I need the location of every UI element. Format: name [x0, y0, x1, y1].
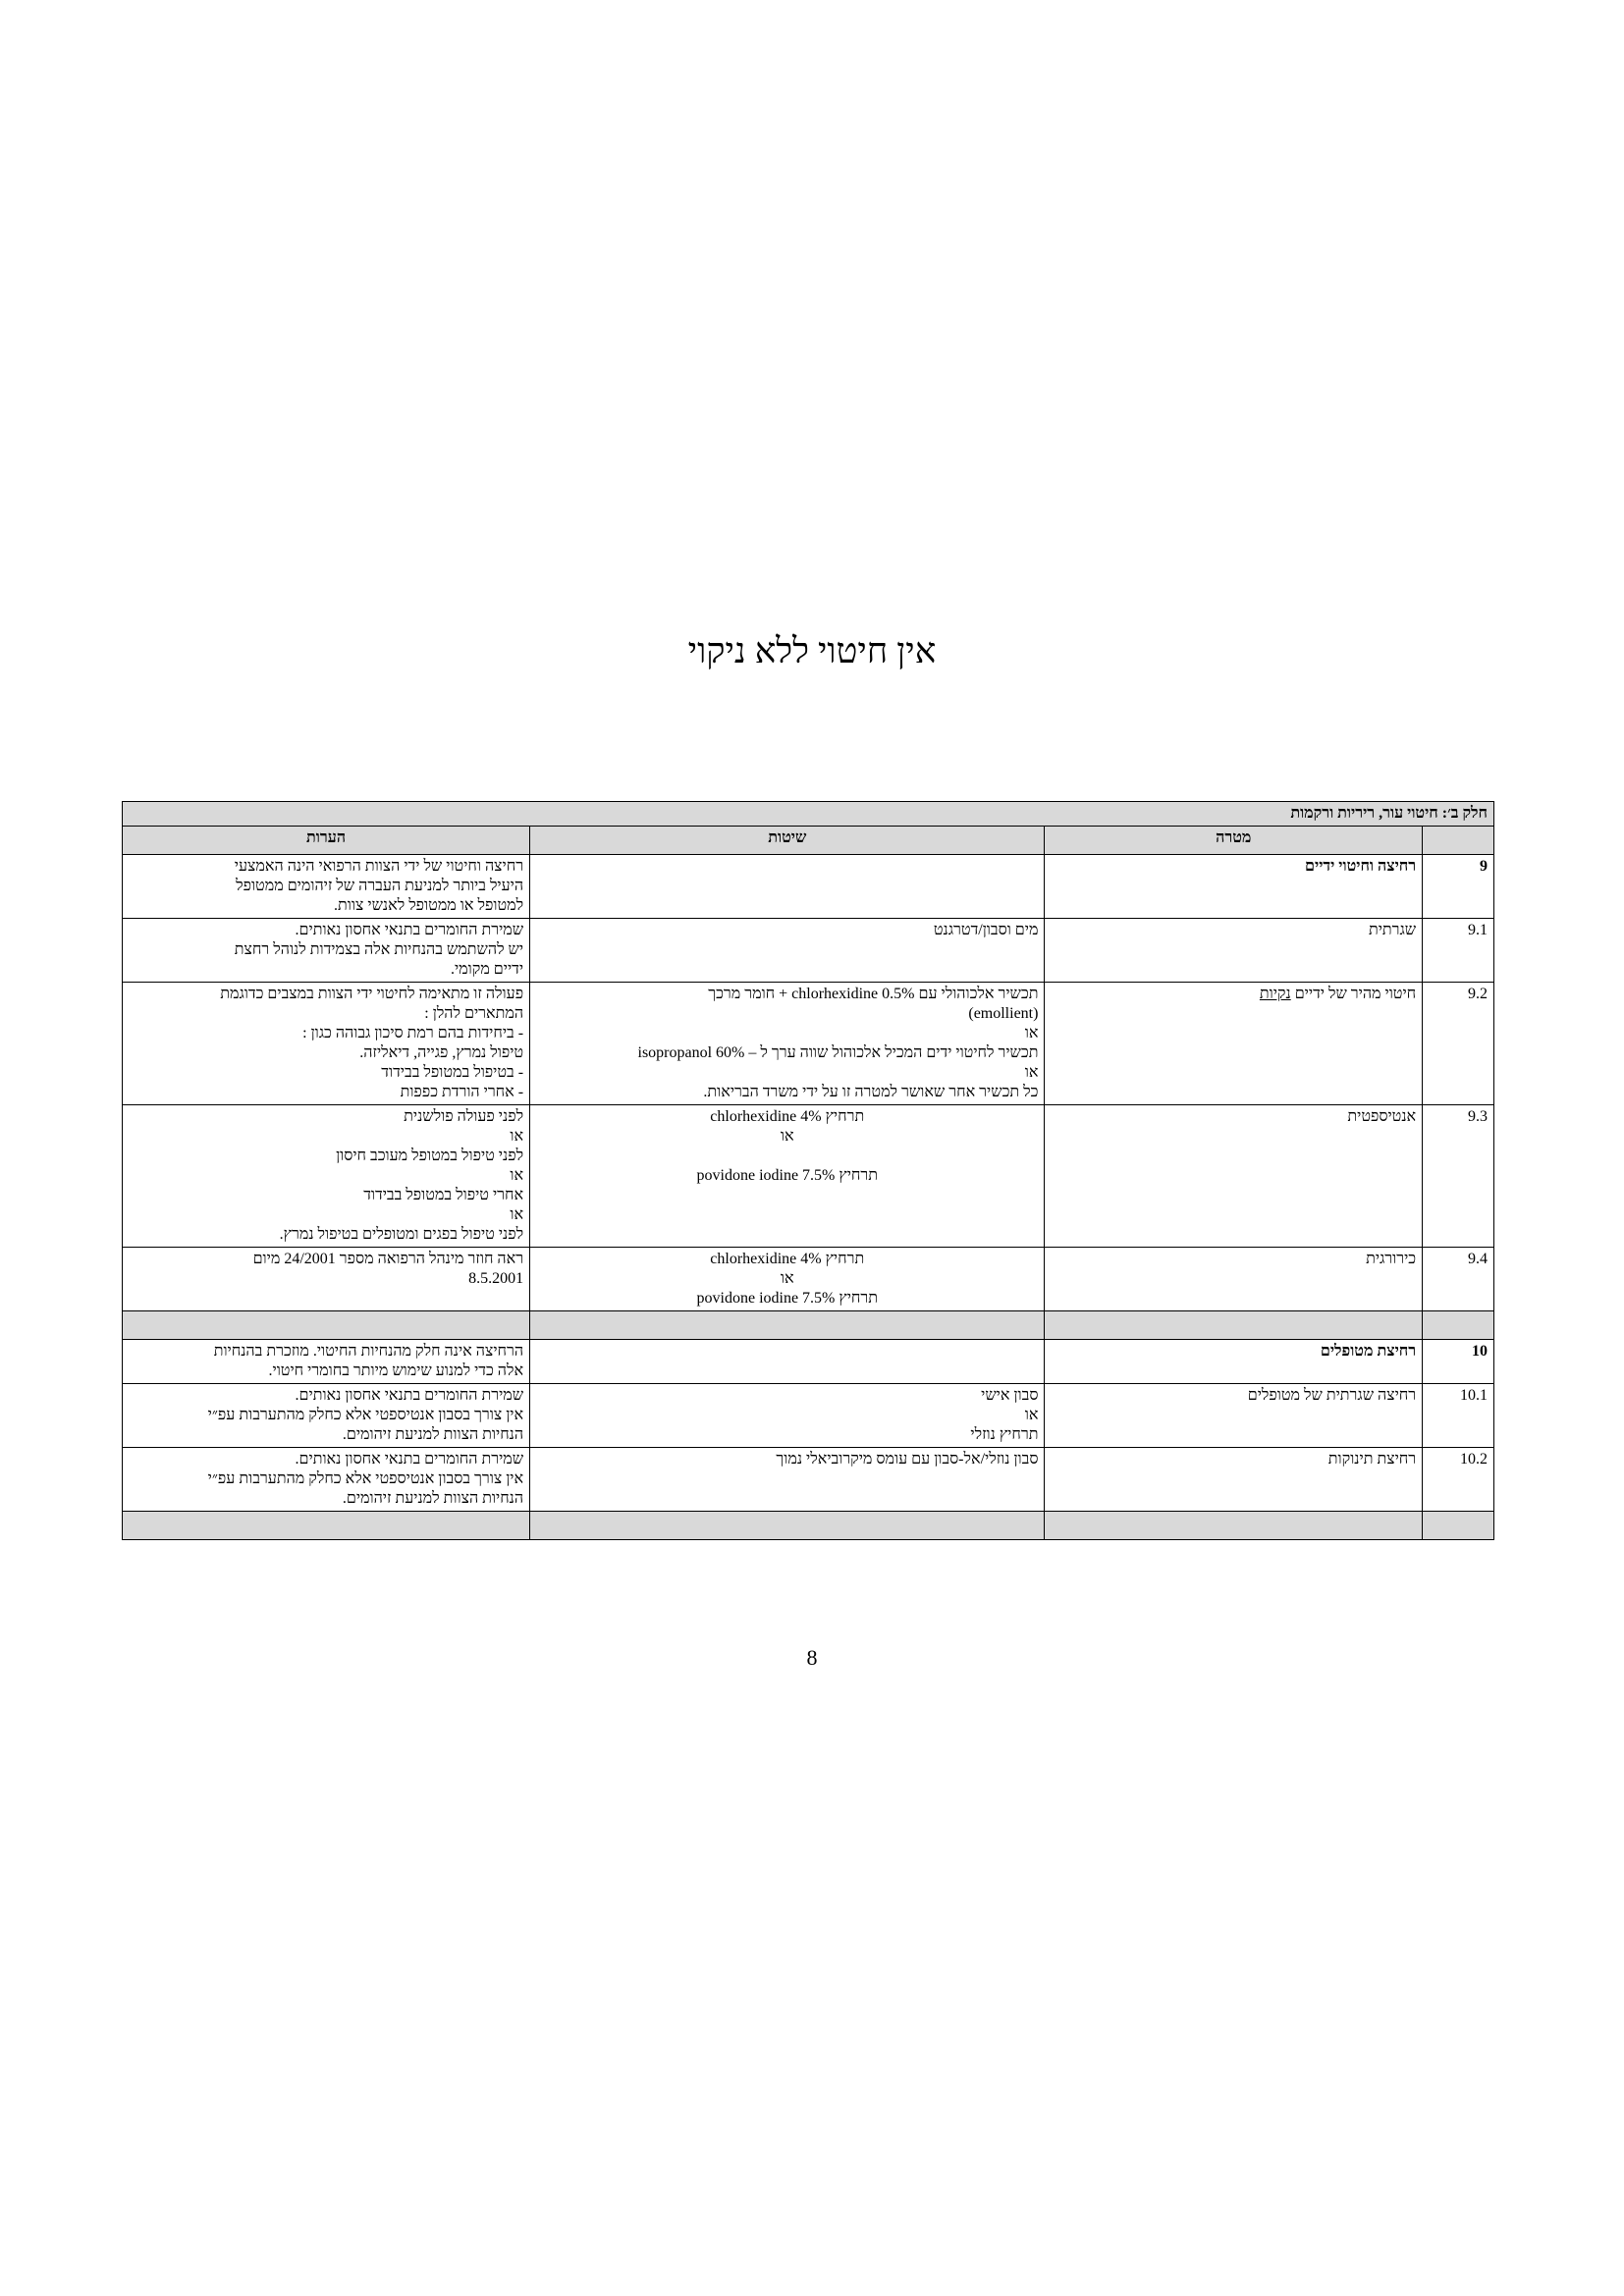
note-line: - אחרי הורדת כפפות [400, 1084, 524, 1100]
note-line: שמירת החומרים בתנאי אחסון נאותים. [295, 922, 524, 938]
row-notes [123, 855, 530, 919]
note-line: רחיצה וחיטוי של ידי הצוות הרפואי הינה האמצעי [234, 858, 524, 875]
column-header-goal: מטרה [1045, 827, 1423, 855]
row-method [530, 1248, 1045, 1311]
method-line: או [780, 1128, 794, 1145]
method-line: או [1024, 1025, 1039, 1041]
method-line: או [1024, 1407, 1039, 1423]
row-method [530, 1384, 1045, 1448]
spacer-cell [123, 1311, 530, 1340]
row-method [530, 1105, 1045, 1248]
note-line: טיפול נמרץ, פגייה, דיאליזה. [359, 1044, 524, 1061]
method-gap [536, 1205, 1038, 1225]
method-line: כל תכשיר אחר שאושר למטרה זו על ידי משרד הבריאות. [703, 1084, 1039, 1100]
method-line: תכשיר אלכוהולי עם chlorhexidine 0.5% + חומר מרכך [708, 986, 1039, 1002]
section-header-row [123, 802, 1494, 827]
row-method [530, 855, 1045, 919]
note-line: או [510, 1128, 524, 1145]
note-line: לפני טיפול במטופל מעוכב חיסון [336, 1148, 524, 1164]
row-notes [123, 983, 530, 1105]
note-line: שמירת החומרים בתנאי אחסון נאותים. [295, 1387, 524, 1404]
section-header: חלק ב׳: חיטוי עור, ריריות ורקמות [123, 802, 1494, 827]
row-number: 9.4 [1423, 1248, 1494, 1311]
note-line: פעולה זו מתאימה לחיטוי ידי הצוות במצבים כדוגמת [220, 986, 524, 1002]
disinfection-table [122, 801, 1494, 1540]
row-number: 10.2 [1423, 1448, 1494, 1512]
row-notes [123, 919, 530, 983]
row-goal: רחיצה שגרתית של מטופלים [1045, 1384, 1423, 1448]
column-header-methods: שיטות [530, 827, 1045, 855]
spacer-row [123, 1311, 1494, 1340]
note-line: או [510, 1206, 524, 1223]
table-row-10-2 [123, 1448, 1494, 1512]
table-row-10-1 [123, 1384, 1494, 1448]
note-line: הנחיות הצוות למניעת זיהומים. [342, 1426, 524, 1443]
row-notes [123, 1248, 530, 1311]
goal-text: חיטוי מהיר של ידיים [1294, 986, 1417, 1002]
note-line: אין צורך בסבון אנטיספטי אלא כחלק מהתערבות עפ״י [207, 1470, 524, 1487]
column-header-row [123, 827, 1494, 855]
note-line: או [510, 1167, 524, 1184]
row-goal [1045, 983, 1423, 1105]
note-line: - בטיפול במטופל בבידוד [381, 1064, 524, 1081]
note-line: הנחיות הצוות למניעת זיהומים. [342, 1490, 524, 1507]
row-number: 10.1 [1423, 1384, 1494, 1448]
method-line: תרחיץ נוזלי [970, 1426, 1039, 1443]
method-line: או [1024, 1064, 1039, 1081]
spacer-cell [1423, 1311, 1494, 1340]
column-header-notes: הערות [123, 827, 530, 855]
method-line: תרחיץ povidone iodine 7.5% [696, 1290, 879, 1307]
page-number: 8 [806, 1645, 818, 1670]
row-goal: שגרתית [1045, 919, 1423, 983]
note-line: הרחיצה אינה חלק מהנחיות החיטוי. מוזכרת בהנחיות [213, 1343, 524, 1360]
spacer-cell [1423, 1512, 1494, 1540]
row-notes [123, 1448, 530, 1512]
method-gap [536, 1186, 1038, 1205]
spacer-cell [530, 1512, 1045, 1540]
spacer-cell [530, 1311, 1045, 1340]
row-notes [123, 1105, 530, 1248]
method-gap [536, 1147, 1038, 1166]
method-line: תרחיץ chlorhexidine 4% [710, 1251, 865, 1267]
spacer-cell [123, 1512, 530, 1540]
table-row-9-4 [123, 1248, 1494, 1311]
row-number: 9.3 [1423, 1105, 1494, 1248]
spacer-cell [1045, 1512, 1423, 1540]
note-line: למטופל או ממטופל לאנשי צוות. [334, 897, 524, 914]
note-line: שמירת החומרים בתנאי אחסון נאותים. [295, 1451, 524, 1468]
row-number: 10 [1423, 1340, 1494, 1384]
table-row-9-3 [123, 1105, 1494, 1248]
row-goal: אנטיספטית [1045, 1105, 1423, 1248]
row-number: 9.1 [1423, 919, 1494, 983]
table-row-9 [123, 855, 1494, 919]
note-line: לפני טיפול בפגים ומטופלים בטיפול נמרץ. [279, 1226, 524, 1243]
note-line: היעיל ביותר למניעת העברה של זיהומים ממטופל [236, 878, 524, 894]
spacer-cell [1045, 1311, 1423, 1340]
row-method [530, 1340, 1045, 1384]
row-number: 9 [1423, 855, 1494, 919]
table-row-10 [123, 1340, 1494, 1384]
table-row-9-1 [123, 919, 1494, 983]
note-line: ידיים מקומי. [450, 961, 524, 978]
note-line: אלה כדי למנוע שימוש מיותר בחומרי חיטוי. [268, 1362, 524, 1379]
row-method: סבון נוזלי/אל-סבון עם עומס מיקרוביאלי נמוך [530, 1448, 1045, 1512]
note-line: לפני פעולה פולשנית [404, 1108, 524, 1125]
row-goal: רחיצה וחיטוי ידיים [1045, 855, 1423, 919]
method-line: סבון אישי [981, 1387, 1039, 1404]
note-line: ראה חוזר מינהל הרפואה מספר 24/2001 מיום [252, 1251, 524, 1267]
row-notes [123, 1340, 530, 1384]
row-method: מים וסבון/דטרגנט [530, 919, 1045, 983]
method-line: תרחיץ povidone iodine 7.5% [696, 1167, 879, 1184]
method-line: תרחיץ chlorhexidine 4% [710, 1108, 865, 1125]
row-goal: רחיצת מטופלים [1045, 1340, 1423, 1384]
note-line: אחרי טיפול במטופל בבידוד [363, 1187, 524, 1203]
note-line: - ביחידות בהם רמת סיכון גבוהה כגון : [302, 1025, 524, 1041]
spacer-row [123, 1512, 1494, 1540]
note-line: 8.5.2001 [468, 1270, 524, 1287]
method-line: (emollient) [968, 1005, 1039, 1022]
row-method [530, 983, 1045, 1105]
method-line: תכשיר לחיטוי ידים המכיל אלכוהול שווה ערך ל – isopropanol 60% [637, 1044, 1039, 1061]
note-line: המתארים להלן : [424, 1005, 524, 1022]
row-goal: רחיצת תינוקות [1045, 1448, 1423, 1512]
row-notes [123, 1384, 530, 1448]
note-line: יש להשתמש בהנחיות אלה בצמידות לנוהל רחצת [234, 941, 524, 958]
note-line: אין צורך בסבון אנטיספטי אלא כחלק מהתערבות עפ״י [207, 1407, 524, 1423]
method-line: או [780, 1270, 794, 1287]
row-number: 9.2 [1423, 983, 1494, 1105]
row-goal: כירורגית [1045, 1248, 1423, 1311]
column-header-number [1423, 827, 1494, 855]
document-title: אין חיטוי ללא ניקוי [687, 631, 937, 670]
table-row-9-2 [123, 983, 1494, 1105]
goal-underlined-text: נקיות [1259, 986, 1291, 1002]
